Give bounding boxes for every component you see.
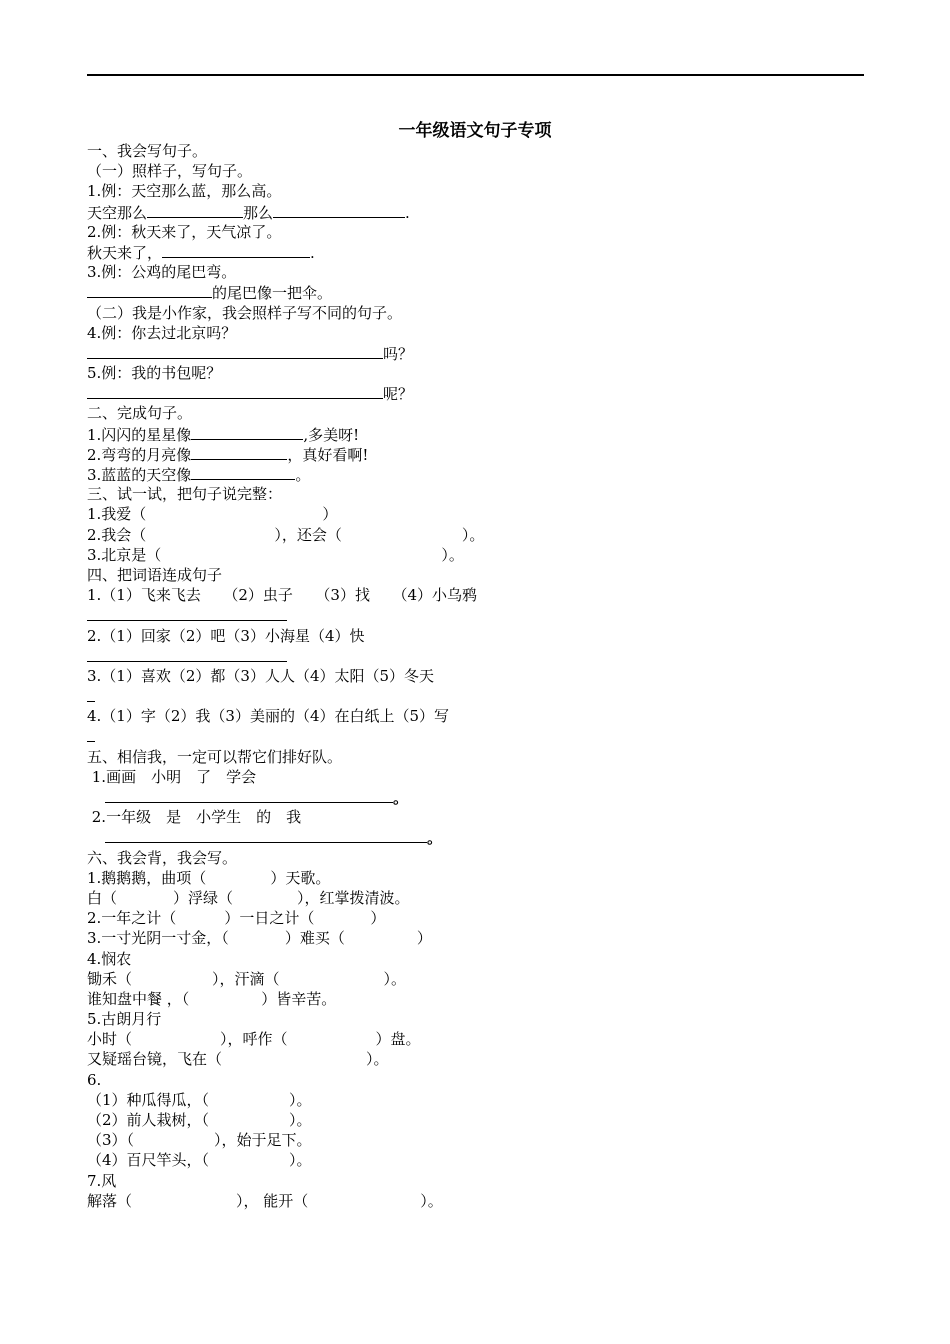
blank[interactable]: [87, 646, 287, 662]
blank[interactable]: [87, 605, 287, 621]
blank[interactable]: [191, 444, 287, 460]
fill-3: 3.北京是（ ）。: [87, 545, 464, 564]
fill-2: 2.我会（ ），还会（ ）。: [87, 525, 485, 544]
blank[interactable]: [273, 202, 405, 218]
blank[interactable]: [105, 827, 427, 843]
example-3: 3.例：公鸡的尾巴弯。: [87, 263, 237, 282]
section-6-heading: 六、我会背，我会写。: [87, 848, 238, 867]
answer-line-5: 呢？: [87, 383, 877, 403]
order-2: 2.一年级 是 小学生 的 我: [87, 808, 302, 827]
blank[interactable]: [191, 464, 295, 480]
answer-line-2: 秋天来了， .: [87, 243, 315, 262]
section-3-heading: 三、试一试，把句子说完整：: [87, 485, 283, 504]
subsection-2-heading: （二）我是小作家，我会照样子写不同的句子。: [87, 303, 403, 322]
blank[interactable]: [191, 424, 303, 440]
complete-2: 2.弯弯的月亮像 ，真好看啊!: [87, 445, 369, 464]
poem-7-line-1: 解落（ ）， 能开（ ）。: [87, 1191, 443, 1210]
blank[interactable]: [105, 787, 393, 803]
blank[interactable]: [87, 383, 383, 399]
words-3-answer: [87, 686, 877, 706]
answer-line-4: 吗？: [87, 343, 877, 363]
answer-line-3: 的尾巴像一把伞。: [87, 282, 877, 302]
poem-4-line-1: 锄禾（ ），汗滴（ ）。: [87, 969, 407, 988]
answer-line-1: 天空那么 那么 .: [87, 203, 410, 222]
section-4-heading: 四、把词语连成句子: [87, 565, 223, 584]
words-2: 2.（1）回家（2）吧（3）小海星（4）快: [87, 626, 365, 645]
header-rule: [87, 74, 864, 76]
blank[interactable]: [87, 343, 383, 359]
example-2: 2.例：秋天来了，天气凉了。: [87, 222, 282, 241]
worksheet-title: 一年级语文句子专项: [398, 121, 552, 141]
poem-5-line-2: 又疑瑶台镜，飞在（ ）。: [87, 1050, 389, 1069]
proverb-4: （4）百尺竿头，（ ）。: [87, 1151, 312, 1170]
proverbs-title: 6.: [87, 1070, 102, 1089]
poem-4-line-2: 谁知盘中餐 ，（ ）皆辛苦。: [87, 989, 337, 1008]
example-5: 5.例：我的书包呢？: [87, 364, 222, 383]
poem-3: 3.一寸光阴一寸金，（ ）难买（ ）: [87, 929, 432, 948]
poem-2: 2.一年之计（ ）一日之计（ ）: [87, 909, 386, 928]
blank[interactable]: [162, 242, 310, 258]
words-4: 4.（1）字（2）我（3）美丽的（4）在白纸上（5）写: [87, 707, 450, 726]
poem-5-line-1: 小时（ ），呼作（ ）盘。: [87, 1030, 421, 1049]
proverb-1: （1）种瓜得瓜，（ ）。: [87, 1090, 312, 1109]
proverb-3: （3）（ ），始于足下。: [87, 1131, 312, 1150]
words-1-answer: [87, 605, 877, 625]
proverb-2: （2）前人栽树，（ ）。: [87, 1111, 312, 1129]
complete-1: 1.闪闪的星星像 ,多美呀!: [87, 425, 360, 444]
poem-4-title: 4.悯农: [87, 949, 132, 968]
words-3: 3.（1）喜欢（2）都（3）人人（4）太阳（5）冬天: [87, 666, 435, 685]
example-4: 4.例：你去过北京吗？: [87, 323, 237, 342]
poem-5-title: 5.古朗月行: [87, 1010, 162, 1029]
words-2-answer: [87, 646, 877, 666]
section-5-heading: 五、相信我，一定可以帮它们排好队。: [87, 747, 343, 766]
fill-1: 1.我爱（ ）: [87, 505, 338, 524]
order-1-answer: 。: [87, 787, 877, 807]
worksheet-body: [87, 141, 877, 1211]
example-1: 1.例：天空那么蓝，那么高。: [87, 182, 282, 201]
blank[interactable]: [87, 282, 212, 298]
blank[interactable]: [147, 202, 243, 218]
blank[interactable]: [87, 726, 95, 742]
poem-1-line-2: 白（ ）浮绿（ ），红掌拨清波。: [87, 888, 410, 907]
words-1: 1.（1）飞来飞去 （2）虫子 （3）找 （4）小乌鸦: [87, 586, 477, 605]
section-1-heading: 一、我会写句子。: [87, 142, 208, 160]
words-4-answer: [87, 726, 877, 746]
poem-1-line-1: 1.鹅鹅鹅，曲项（ ）天歌。: [87, 868, 331, 887]
order-2-answer: 。: [87, 827, 877, 847]
complete-3: 3.蓝蓝的天空像 。: [87, 466, 311, 484]
poem-7-title: 7.风: [87, 1171, 117, 1190]
blank[interactable]: [87, 686, 95, 702]
subsection-1-heading: （一）照样子，写句子。: [87, 162, 253, 181]
order-1: 1.画画 小明 了 学会: [87, 767, 257, 786]
section-2-heading: 二、完成句子。: [87, 404, 193, 423]
